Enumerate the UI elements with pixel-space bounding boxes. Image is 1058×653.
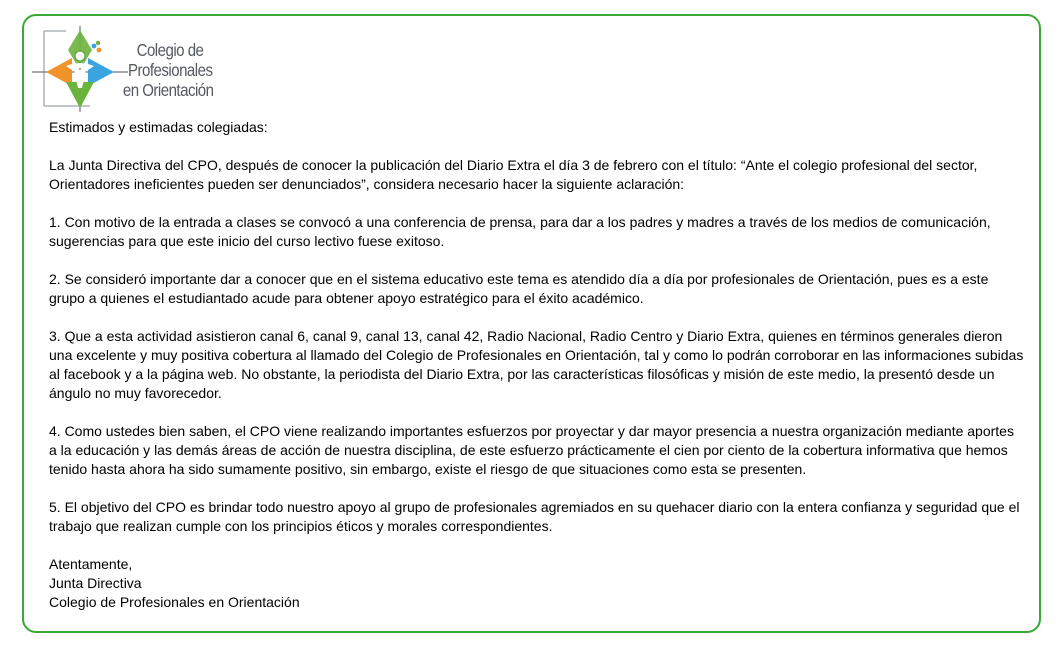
letter-closing: Atentamente, <box>49 556 133 572</box>
letter-point-2: 2. Se consideró importante dar a conocer que en el sistema educativo este tema es atendido día a día por profesionales de Orientación, pues es a este grupo a quienes el estudiantado acude para obtener apoyo estratégico para el éxito académico. <box>49 271 989 306</box>
logo-line-2: Profesionales <box>128 60 213 80</box>
signature-line-2: Colegio de Profesionales en Orientación <box>49 594 300 610</box>
logo-line-3: en Orientación <box>122 80 214 100</box>
letter-point-3: 3. Que a esta actividad asistieron canal 6, canal 9, canal 13, canal 42, Radio Nacional, Radio Centro y Diario Extra, quienes en términos generales dieron una excelente y muy positiva cobertura al llamado del Colegio de Profesionales en Orientación, tal y como lo podrán corroborar en las informaciones subidas al facebook y a la página web. No obstante, la periodista del Diario Extra, por las características filosóficas y misión de este medio, la presentó desde un ángulo no muy favorecedor. <box>49 328 1024 401</box>
signature-line-1: Junta Directiva <box>49 575 142 591</box>
letter-signature <box>49 555 1024 612</box>
letter-point-1: 1. Con motivo de la entrada a clases se convocó a una conferencia de prensa, para dar a los padres y madres a través de los medios de comunicación, sugerencias para que este inicio del curso lectivo fuese exitoso. <box>49 214 991 249</box>
cpo-logo-wordmark <box>122 40 214 100</box>
letter-point-4: 4. Como ustedes bien saben, el CPO viene realizando importantes esfuerzos por proyectar y dar mayor presencia a nuestra organización mediante aportes a la educación y las demás áreas de acción de nuestra disciplina, de este esfuerzo prácticamente el cien por ciento de la cobertura informativa que hemos tenido hasta ahora ha sido sumamente positivo, sin embargo, existe el riesgo de que situaciones como esta se presenten. <box>49 423 1014 477</box>
cpo-logo-emblem-icon <box>32 26 128 112</box>
cpo-logo <box>32 26 232 112</box>
letter-body <box>49 118 1024 612</box>
logo-line-1: Colegio de <box>136 40 204 60</box>
letter-greeting: Estimados y estimadas colegiadas: <box>49 119 268 135</box>
letter-point-5: 5. El objetivo del CPO es brindar todo nuestro apoyo al grupo de profesionales agremiados en su quehacer diario con la entera confianza y seguridad que el trabajo que realizan cumple con los principios éticos y morales correspondientes. <box>49 499 1020 534</box>
letter-intro-paragraph: La Junta Directiva del CPO, después de conocer la publicación del Diario Extra el día 3 de febrero con el título: “Ante el colegio profesional del sector, Orientadores ineficientes pueden ser denunciados”, considera necesario hacer la siguiente aclaración: <box>49 157 978 192</box>
